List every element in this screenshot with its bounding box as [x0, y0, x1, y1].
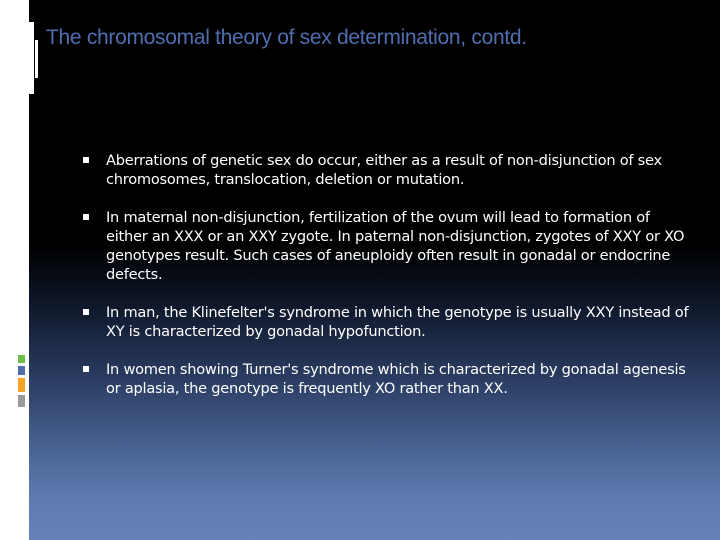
left-decorative-bar: [0, 0, 29, 540]
decorative-bar: [35, 40, 38, 78]
bullet-text: In man, the Klinefelter's syndrome in which the genotype is usually XXY instead of XY is characterized by gonadal hypofunction.: [106, 304, 689, 340]
gray-accent-square: [18, 395, 25, 407]
green-accent-square: [18, 355, 25, 363]
decorative-bar: [29, 22, 34, 94]
orange-accent-square: [18, 378, 25, 392]
decorative-bar: [0, 18, 14, 80]
bullet-list: [80, 151, 692, 417]
decorative-bar: [17, 18, 26, 80]
square-bullet-icon: [83, 157, 89, 163]
blue-accent-square: [18, 366, 25, 375]
bullet-text: In maternal non-disjunction, fertilization of the ovum will lead to formation of either an XXX or an XXY zygote. In paternal non-disjunction, zygotes of XXY or XO genotypes result. Such cases of aneuploidy often result in gonadal or endocrine defects.: [106, 209, 685, 283]
bullet-item: [80, 151, 692, 189]
bullet-text: In women showing Turner's syndrome which is characterized by gonadal agenesis or aplasia, the genotype is frequently XO rather than XX.: [106, 361, 686, 397]
square-bullet-icon: [83, 214, 89, 220]
bullet-item: [80, 360, 692, 398]
slide-title: The chromosomal theory of sex determination, contd.: [46, 26, 527, 49]
square-bullet-icon: [83, 309, 89, 315]
bullet-text: Aberrations of genetic sex do occur, either as a result of non-disjunction of sex chromosomes, translocation, deletion or mutation.: [106, 152, 662, 188]
bullet-item: [80, 208, 692, 284]
square-bullet-icon: [83, 366, 89, 372]
bullet-item: [80, 303, 692, 341]
